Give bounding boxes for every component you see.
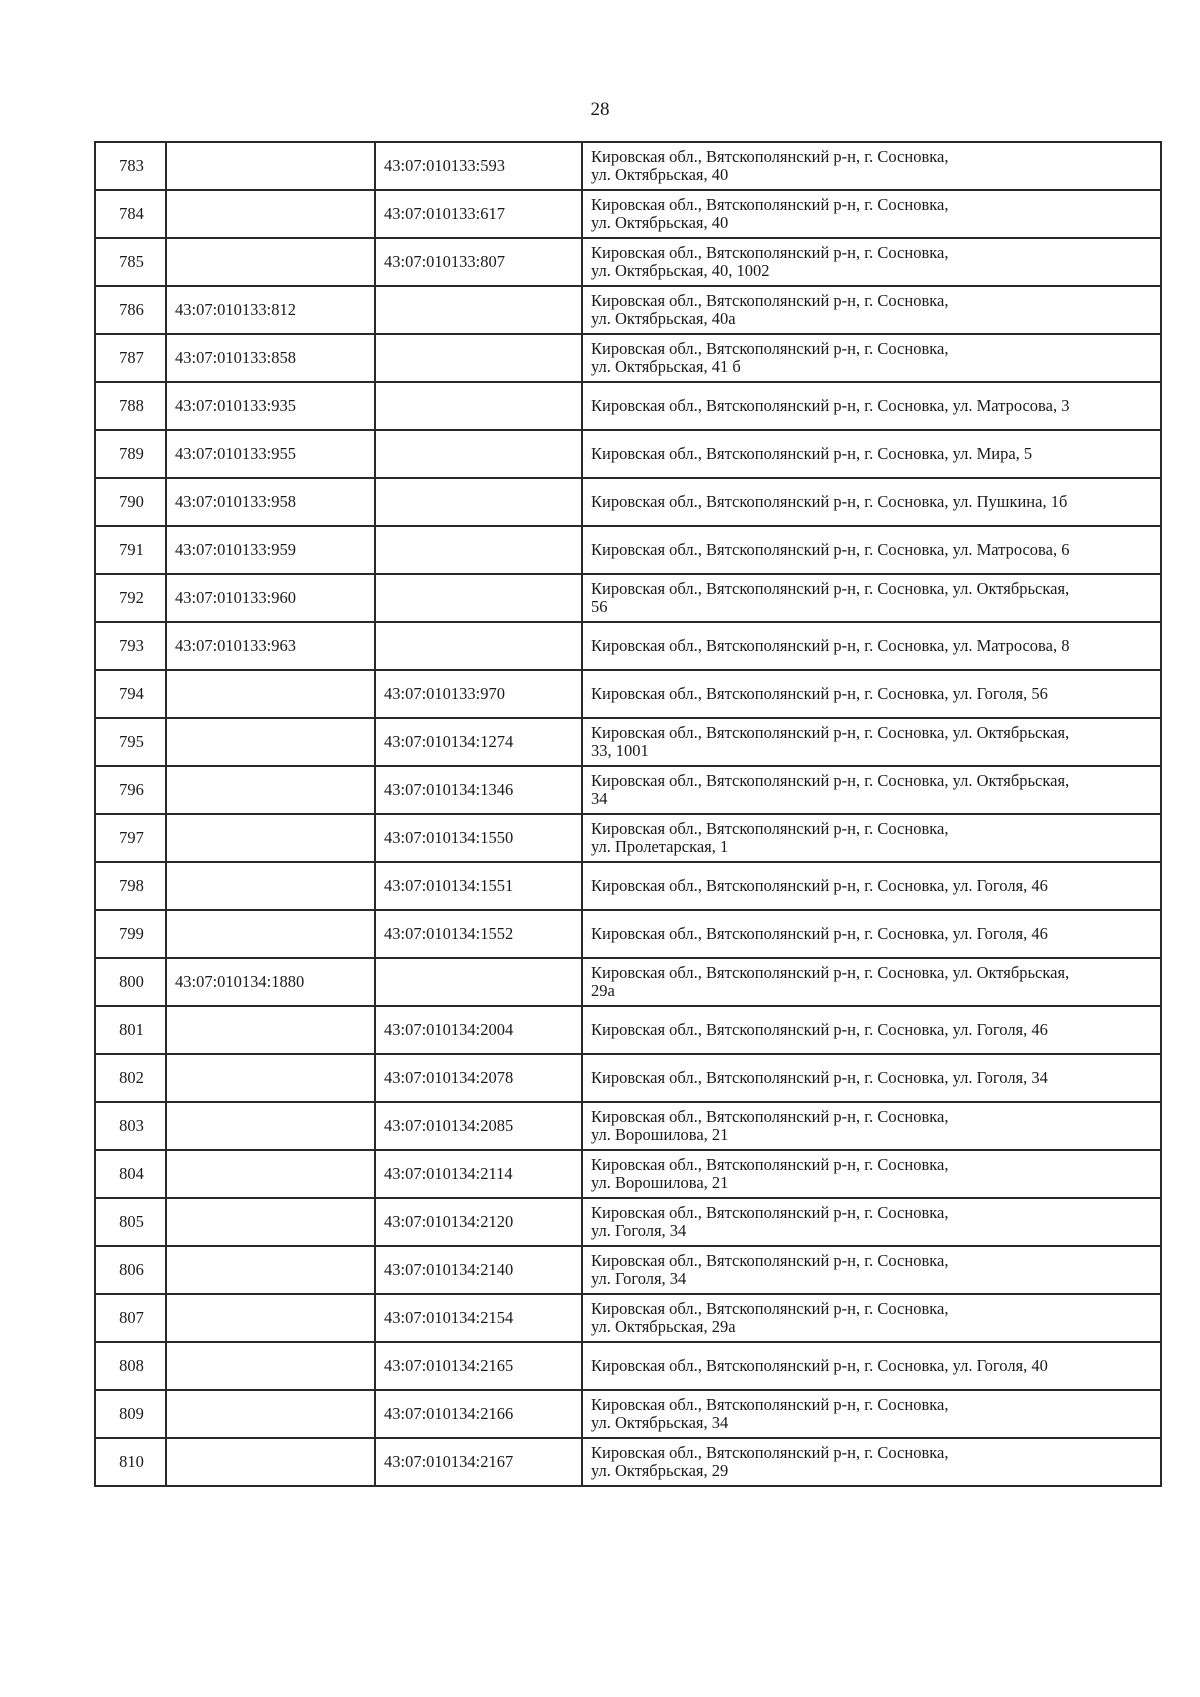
cadastral-number-cell bbox=[375, 574, 582, 622]
row-number-cell: 805 bbox=[95, 1198, 166, 1246]
cadastral-number-cell bbox=[375, 382, 582, 430]
cadastral-number-cell bbox=[375, 526, 582, 574]
land-plot-number-cell bbox=[166, 1006, 375, 1054]
address-cell: Кировская обл., Вятскополянский р-н, г. Сосновка, ул. Гоголя, 34 bbox=[582, 1198, 1161, 1246]
address-cell: Кировская обл., Вятскополянский р-н, г. Сосновка, ул. Гоголя, 46 bbox=[582, 1006, 1161, 1054]
land-plot-number-cell bbox=[166, 862, 375, 910]
cadastral-number-cell bbox=[375, 286, 582, 334]
cadastral-number-cell: 43:07:010133:970 bbox=[375, 670, 582, 718]
cadastral-number-cell: 43:07:010134:2078 bbox=[375, 1054, 582, 1102]
land-plot-number-cell: 43:07:010133:959 bbox=[166, 526, 375, 574]
cadastral-number-cell bbox=[375, 334, 582, 382]
land-plot-number-cell bbox=[166, 1054, 375, 1102]
row-number-cell: 798 bbox=[95, 862, 166, 910]
row-number-cell: 799 bbox=[95, 910, 166, 958]
cadastral-number-cell: 43:07:010134:1274 bbox=[375, 718, 582, 766]
table-row bbox=[95, 334, 1161, 382]
address-cell: Кировская обл., Вятскополянский р-н, г. Сосновка, ул. Матросова, 6 bbox=[582, 526, 1161, 574]
table-row bbox=[95, 286, 1161, 334]
table-row bbox=[95, 478, 1161, 526]
table-row bbox=[95, 862, 1161, 910]
land-plot-number-cell: 43:07:010133:963 bbox=[166, 622, 375, 670]
address-cell: Кировская обл., Вятскополянский р-н, г. Сосновка, ул. Гоголя, 40 bbox=[582, 1342, 1161, 1390]
land-plot-number-cell bbox=[166, 238, 375, 286]
cadastral-number-cell: 43:07:010134:1346 bbox=[375, 766, 582, 814]
cadastral-number-cell bbox=[375, 478, 582, 526]
table-row bbox=[95, 814, 1161, 862]
row-number-cell: 804 bbox=[95, 1150, 166, 1198]
row-number-cell: 796 bbox=[95, 766, 166, 814]
cadastral-number-cell bbox=[375, 958, 582, 1006]
cadastral-number-cell: 43:07:010134:2165 bbox=[375, 1342, 582, 1390]
row-number-cell: 801 bbox=[95, 1006, 166, 1054]
address-cell: Кировская обл., Вятскополянский р-н, г. Сосновка, ул. Гоголя, 34 bbox=[582, 1246, 1161, 1294]
row-number-cell: 807 bbox=[95, 1294, 166, 1342]
row-number-cell: 794 bbox=[95, 670, 166, 718]
cadastral-number-cell: 43:07:010134:2085 bbox=[375, 1102, 582, 1150]
table-body bbox=[95, 142, 1161, 1486]
cadastral-number-cell: 43:07:010134:1551 bbox=[375, 862, 582, 910]
address-cell: Кировская обл., Вятскополянский р-н, г. Сосновка, ул. Октябрьская, 40 bbox=[582, 190, 1161, 238]
table-row bbox=[95, 1246, 1161, 1294]
address-cell: Кировская обл., Вятскополянский р-н, г. Сосновка, ул. Октябрьская, 34 bbox=[582, 1390, 1161, 1438]
row-number-cell: 785 bbox=[95, 238, 166, 286]
land-plot-number-cell: 43:07:010133:960 bbox=[166, 574, 375, 622]
table-row bbox=[95, 190, 1161, 238]
table-row bbox=[95, 910, 1161, 958]
cadastral-number-cell: 43:07:010134:2140 bbox=[375, 1246, 582, 1294]
row-number-cell: 810 bbox=[95, 1438, 166, 1486]
row-number-cell: 791 bbox=[95, 526, 166, 574]
table-row bbox=[95, 958, 1161, 1006]
row-number-cell: 792 bbox=[95, 574, 166, 622]
row-number-cell: 783 bbox=[95, 142, 166, 190]
address-cell: Кировская обл., Вятскополянский р-н, г. Сосновка, ул. Октябрьская, 40, 1002 bbox=[582, 238, 1161, 286]
row-number-cell: 789 bbox=[95, 430, 166, 478]
table-row bbox=[95, 430, 1161, 478]
land-plot-number-cell: 43:07:010134:1880 bbox=[166, 958, 375, 1006]
row-number-cell: 784 bbox=[95, 190, 166, 238]
land-plot-number-cell bbox=[166, 142, 375, 190]
property-registry-table bbox=[94, 141, 1162, 1487]
table-row bbox=[95, 1006, 1161, 1054]
land-plot-number-cell: 43:07:010133:858 bbox=[166, 334, 375, 382]
land-plot-number-cell bbox=[166, 1246, 375, 1294]
table-row bbox=[95, 670, 1161, 718]
address-cell: Кировская обл., Вятскополянский р-н, г. Сосновка, ул. Октябрьская, 33, 1001 bbox=[582, 718, 1161, 766]
land-plot-number-cell bbox=[166, 1438, 375, 1486]
address-cell: Кировская обл., Вятскополянский р-н, г. Сосновка, ул. Октябрьская, 41 б bbox=[582, 334, 1161, 382]
cadastral-number-cell bbox=[375, 622, 582, 670]
land-plot-number-cell bbox=[166, 814, 375, 862]
row-number-cell: 808 bbox=[95, 1342, 166, 1390]
address-cell: Кировская обл., Вятскополянский р-н, г. Сосновка, ул. Гоголя, 34 bbox=[582, 1054, 1161, 1102]
cadastral-number-cell: 43:07:010134:2167 bbox=[375, 1438, 582, 1486]
row-number-cell: 790 bbox=[95, 478, 166, 526]
cadastral-number-cell: 43:07:010133:807 bbox=[375, 238, 582, 286]
row-number-cell: 786 bbox=[95, 286, 166, 334]
address-cell: Кировская обл., Вятскополянский р-н, г. Сосновка, ул. Октябрьская, 40 bbox=[582, 142, 1161, 190]
land-plot-number-cell: 43:07:010133:955 bbox=[166, 430, 375, 478]
address-cell: Кировская обл., Вятскополянский р-н, г. Сосновка, ул. Октябрьская, 56 bbox=[582, 574, 1161, 622]
row-number-cell: 809 bbox=[95, 1390, 166, 1438]
row-number-cell: 802 bbox=[95, 1054, 166, 1102]
table-row bbox=[95, 382, 1161, 430]
table-row bbox=[95, 1102, 1161, 1150]
table-row bbox=[95, 574, 1161, 622]
table-row bbox=[95, 718, 1161, 766]
row-number-cell: 803 bbox=[95, 1102, 166, 1150]
address-cell: Кировская обл., Вятскополянский р-н, г. Сосновка, ул. Октябрьская, 29а bbox=[582, 958, 1161, 1006]
land-plot-number-cell bbox=[166, 1294, 375, 1342]
address-cell: Кировская обл., Вятскополянский р-н, г. Сосновка, ул. Гоголя, 46 bbox=[582, 910, 1161, 958]
address-cell: Кировская обл., Вятскополянский р-н, г. Сосновка, ул. Пролетарская, 1 bbox=[582, 814, 1161, 862]
address-cell: Кировская обл., Вятскополянский р-н, г. Сосновка, ул. Гоголя, 56 bbox=[582, 670, 1161, 718]
cadastral-number-cell: 43:07:010134:2004 bbox=[375, 1006, 582, 1054]
address-cell: Кировская обл., Вятскополянский р-н, г. Сосновка, ул. Октябрьская, 40а bbox=[582, 286, 1161, 334]
land-plot-number-cell: 43:07:010133:958 bbox=[166, 478, 375, 526]
address-cell: Кировская обл., Вятскополянский р-н, г. Сосновка, ул. Пушкина, 1б bbox=[582, 478, 1161, 526]
table-row bbox=[95, 622, 1161, 670]
land-plot-number-cell bbox=[166, 1198, 375, 1246]
cadastral-number-cell: 43:07:010134:2166 bbox=[375, 1390, 582, 1438]
table-row bbox=[95, 1294, 1161, 1342]
cadastral-number-cell: 43:07:010134:2114 bbox=[375, 1150, 582, 1198]
land-plot-number-cell: 43:07:010133:935 bbox=[166, 382, 375, 430]
row-number-cell: 787 bbox=[95, 334, 166, 382]
address-cell: Кировская обл., Вятскополянский р-н, г. Сосновка, ул. Октябрьская, 34 bbox=[582, 766, 1161, 814]
land-plot-number-cell bbox=[166, 1390, 375, 1438]
land-plot-number-cell bbox=[166, 718, 375, 766]
land-plot-number-cell bbox=[166, 1342, 375, 1390]
address-cell: Кировская обл., Вятскополянский р-н, г. Сосновка, ул. Октябрьская, 29 bbox=[582, 1438, 1161, 1486]
address-cell: Кировская обл., Вятскополянский р-н, г. Сосновка, ул. Матросова, 8 bbox=[582, 622, 1161, 670]
land-plot-number-cell bbox=[166, 670, 375, 718]
land-plot-number-cell bbox=[166, 1102, 375, 1150]
cadastral-number-cell: 43:07:010134:2120 bbox=[375, 1198, 582, 1246]
land-plot-number-cell bbox=[166, 910, 375, 958]
address-cell: Кировская обл., Вятскополянский р-н, г. Сосновка, ул. Гоголя, 46 bbox=[582, 862, 1161, 910]
cadastral-number-cell: 43:07:010133:617 bbox=[375, 190, 582, 238]
row-number-cell: 797 bbox=[95, 814, 166, 862]
address-cell: Кировская обл., Вятскополянский р-н, г. Сосновка, ул. Матросова, 3 bbox=[582, 382, 1161, 430]
cadastral-number-cell: 43:07:010134:1552 bbox=[375, 910, 582, 958]
land-plot-number-cell bbox=[166, 190, 375, 238]
cadastral-number-cell: 43:07:010134:2154 bbox=[375, 1294, 582, 1342]
address-cell: Кировская обл., Вятскополянский р-н, г. Сосновка, ул. Октябрьская, 29а bbox=[582, 1294, 1161, 1342]
table-row bbox=[95, 1150, 1161, 1198]
address-cell: Кировская обл., Вятскополянский р-н, г. Сосновка, ул. Ворошилова, 21 bbox=[582, 1150, 1161, 1198]
cadastral-number-cell: 43:07:010134:1550 bbox=[375, 814, 582, 862]
table-row bbox=[95, 1438, 1161, 1486]
row-number-cell: 793 bbox=[95, 622, 166, 670]
table-row bbox=[95, 1198, 1161, 1246]
land-plot-number-cell bbox=[166, 1150, 375, 1198]
row-number-cell: 800 bbox=[95, 958, 166, 1006]
table-row bbox=[95, 1054, 1161, 1102]
address-cell: Кировская обл., Вятскополянский р-н, г. Сосновка, ул. Ворошилова, 21 bbox=[582, 1102, 1161, 1150]
table-row bbox=[95, 238, 1161, 286]
table-row bbox=[95, 526, 1161, 574]
table-row bbox=[95, 1342, 1161, 1390]
table-row bbox=[95, 1390, 1161, 1438]
row-number-cell: 788 bbox=[95, 382, 166, 430]
address-cell: Кировская обл., Вятскополянский р-н, г. Сосновка, ул. Мира, 5 bbox=[582, 430, 1161, 478]
page-number: 28 bbox=[590, 99, 610, 120]
row-number-cell: 795 bbox=[95, 718, 166, 766]
cadastral-number-cell: 43:07:010133:593 bbox=[375, 142, 582, 190]
table-row bbox=[95, 766, 1161, 814]
land-plot-number-cell: 43:07:010133:812 bbox=[166, 286, 375, 334]
cadastral-number-cell bbox=[375, 430, 582, 478]
land-plot-number-cell bbox=[166, 766, 375, 814]
table-row bbox=[95, 142, 1161, 190]
row-number-cell: 806 bbox=[95, 1246, 166, 1294]
